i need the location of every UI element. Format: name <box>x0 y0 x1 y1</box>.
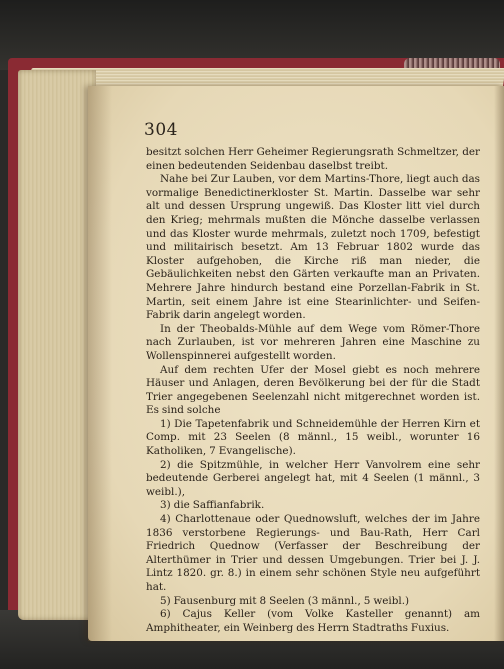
page-text <box>146 146 480 635</box>
paragraph: besitzt solchen Herr Geheimer Regierungsrath Schmeltzer, der einen bedeutenden Seidenbau daselbst treibt. <box>146 146 480 172</box>
list-item: 6) Cajus Keller (vom Volke Kasteller genannt) am Amphitheater, ein Weinberg des Herrn Stadtraths Fuxius. <box>146 608 480 634</box>
paragraph: Nahe bei Zur Lauben, vor dem Martins-Thore, liegt auch das vormalige Benedictinerkloster St. Martin. Dasselbe war sehr alt und dessen Ursprung ungewiß. Das Kloster litt viel durch den Krieg; mehrmals mußten die Mönche dasselbe verlassen und das Kloster wurde mehrmals, zuletzt noch 1709, befestigt und militairisch besetzt. Am 13 Februar 1802 wurde das Kloster aufgehoben, die Kirche riß man nieder, die Gebäulichkeiten nebst den Gärten verkaufte man an Privaten. Mehrere Jahre hindurch bestand eine Porzellan-Fabrik in St. Martin, seit einem Jahre ist eine Stearinlichter- und Seifen-Fabrik darin angelegt worden. <box>146 173 480 322</box>
list-item: 4) Charlottenaue oder Quednowsluft, welches der im Jahre 1836 verstorbene Regierungs- und Bau-Rath, Herr Carl Friedrich Quednow (Verfasser der Beschreibung der Alterthümer in Trier und dessen Umgebungen. Trier bei J. J. Lintz 1820. gr. 8.) in einem sehr schönen Style neu aufgeführt hat. <box>146 513 480 593</box>
list-item: 5) Fausenburg mit 8 Seelen (3 männl., 5 weibl.) <box>160 594 410 607</box>
list-item: 3) die Saffianfabrik. <box>160 499 265 512</box>
list-item: 2) die Spitzmühle, in welcher Herr Vanvolrem eine sehr bedeutende Gerberei angelegt hat, mit 4 Seelen (1 männl., 3 weibl.), <box>146 458 480 498</box>
page-gutter-shadow <box>88 86 112 641</box>
page-block-left-edge <box>18 70 96 620</box>
paragraph: Auf dem rechten Ufer der Mosel giebt es noch mehrere Häuser und Anlagen, deren Bevölkerung bei der für die Stadt Trier angegebenen Seelenzahl nicht mitgerechnet worden ist. Es sind solche <box>146 363 480 417</box>
page-right-edge <box>494 86 504 641</box>
list-item: 1) Die Tapetenfabrik und Schneidemühle der Herren Kirn et Comp. mit 23 Seelen (8 männl., 15 weibl., worunter 16 Katholiken, 7 Evangelische). <box>146 417 480 458</box>
paragraph: In der Theobalds-Mühle auf dem Wege vom Römer-Thore nach Zurlauben, ist vor mehreren Jahren eine Maschine zu Wollenspinnerei aufgestellt worden. <box>146 322 480 362</box>
page-number: 304 <box>144 120 178 140</box>
